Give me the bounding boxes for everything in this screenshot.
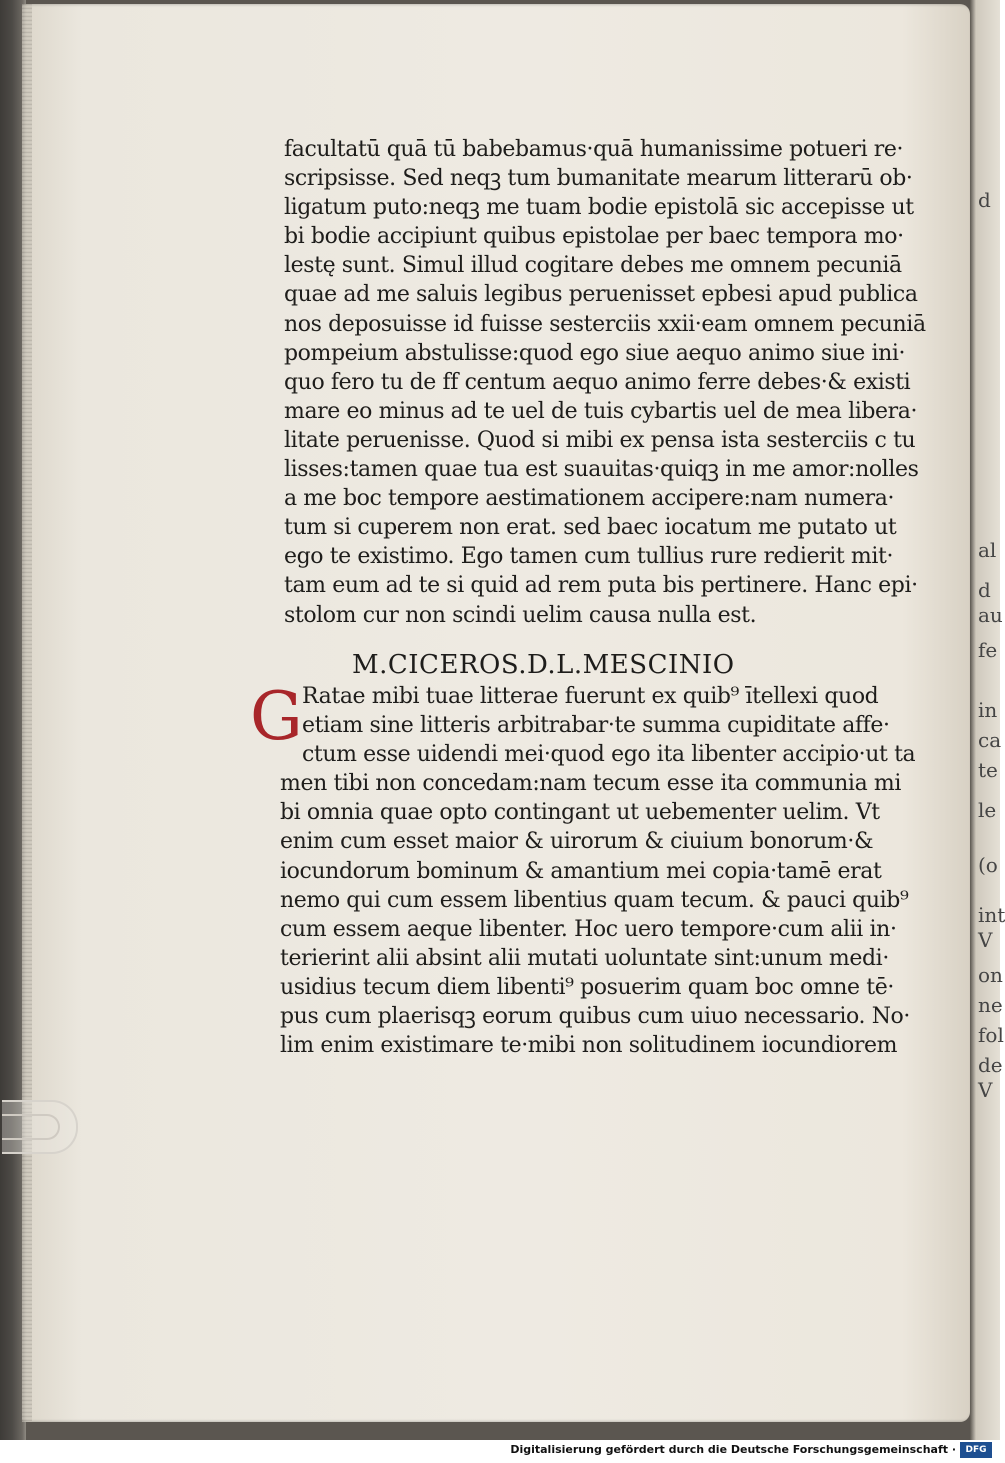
text-line: pompeium abstulisse:quod ego siue aequo animo siue ini· [284, 340, 906, 366]
new-letter-text [280, 682, 916, 1060]
text-line: etiam sine litteris arbitrabar·te summa cupiditate affe· [302, 713, 890, 739]
text-line: cum essem aeque libenter. Hoc uero tempore·cum alii in· [280, 916, 897, 942]
text-line: men tibi non concedam:nam tecum esse ita communia mi [280, 771, 901, 797]
text-line: lisses:tamen quae tua est suauitas·quiqꝫ in me amor:nolles [284, 457, 919, 483]
facing-page-fragment: ca [978, 728, 1002, 752]
text-line: stolom cur non scindi uelim causa nulla est. [284, 602, 757, 628]
text-line: quae ad me saluis legibus peruenisset epbesi apud publica [284, 282, 918, 308]
letter-heading: M.CICEROS.D.L.MESCINIO [352, 650, 735, 680]
facing-page-fragment: le [978, 798, 997, 822]
text-line: scripsisse. Sed neqꝫ tum bumanitate mearum litterarū ob· [284, 166, 913, 192]
facing-page-fragment: on [978, 963, 1003, 987]
text-line: tam eum ad te si quid ad rem puta bis pertinere. Hanc epi· [284, 573, 918, 599]
facing-page-fragment: (o [978, 853, 998, 877]
facing-page-fragment: V [978, 928, 993, 952]
facing-page-fragment: al [978, 538, 997, 562]
page-gutter [22, 4, 32, 1422]
facing-page-fragment: d [978, 188, 991, 212]
text-line: bi omnia quae opto contingant ut uebementer uelim. Vt [280, 800, 880, 826]
text-line: lim enim existimare te·mibi non solitudinem iocundiorem [280, 1033, 898, 1059]
text-line: nos deposuisse id fuisse sesterciis xxii·eam omnem pecuniā [284, 311, 926, 337]
text-line: quo fero tu de ff centum aequo animo ferre debes·& existi [284, 369, 911, 395]
paper-clip-inner [2, 1114, 60, 1140]
text-line: usidius tecum diem libenti⁹ posuerim quam boc omne tē· [280, 974, 894, 1000]
facing-page-fragment: fol [978, 1023, 1004, 1047]
text-line: lestę sunt. Simul illud cogitare debes me omnem pecuniā [284, 253, 902, 279]
facing-page-fragment: fe [978, 638, 998, 662]
text-line: iocundorum bominum & amantium mei copia·tamē erat [280, 858, 882, 884]
text-line: Ratae mibi tuae litterae fuerunt ex quib⁹ ītellexi quod [302, 684, 879, 709]
text-line: ctum esse uidendi mei·quod ego ita libenter accipio·ut ta [302, 742, 916, 768]
text-line: facultatū quā tū babebamus·quā humanissime potueri re· [284, 137, 904, 162]
facing-page-fragment: te [978, 758, 998, 782]
footer-credit: Digitalisierung gefördert durch die Deutsche Forschungsgemeinschaft · [510, 1443, 956, 1456]
paper-clip [2, 1100, 78, 1154]
facing-page-fragment: in [978, 698, 998, 722]
text-line: mare eo minus ad te uel de tuis cybartis uel de mea libera· [284, 398, 918, 424]
facing-page-fragment: au [978, 603, 1003, 627]
facing-page-fragment: int [978, 903, 1005, 927]
continued-letter-text [284, 135, 926, 630]
text-line: a me boc tempore aestimationem accipere:nam numera· [284, 486, 895, 512]
text-line: litate peruenisse. Quod si mibi ex pensa ista sesterciis c tu [284, 427, 916, 453]
facing-page-fragment: ne [978, 993, 1003, 1017]
text-line: enim cum esset maior & uirorum & ciuium bonorum·& [280, 829, 874, 855]
facing-page-fragment: V [978, 1078, 993, 1102]
text-line: nemo qui cum essem libentius quam tecum. & pauci quib⁹ [280, 887, 909, 913]
text-line: ego te existimo. Ego tamen cum tullius rure redierit mit· [284, 544, 894, 570]
footer-bar [0, 1440, 1000, 1463]
dfg-logo-icon: DFG [960, 1442, 992, 1458]
text-line: bi bodie accipiunt quibus epistolae per baec tempora mo· [284, 224, 904, 250]
facing-page-fragment: d [978, 578, 991, 602]
text-line: pus cum plaerisqꝫ eorum quibus cum uiuo necessario. No· [280, 1004, 910, 1030]
text-line: ligatum puto:neqꝫ me tuam bodie epistolā sic accepisse ut [284, 195, 914, 221]
rubricated-initial: G [250, 678, 303, 755]
facing-page-fragment: de [978, 1053, 1003, 1077]
text-line: tum si cuperem non erat. sed baec iocatum me putato ut [284, 515, 897, 541]
facing-page-edge [970, 0, 1005, 1440]
text-line: terierint alii absint alii mutati uoluntate sint:unum medi· [280, 945, 889, 971]
